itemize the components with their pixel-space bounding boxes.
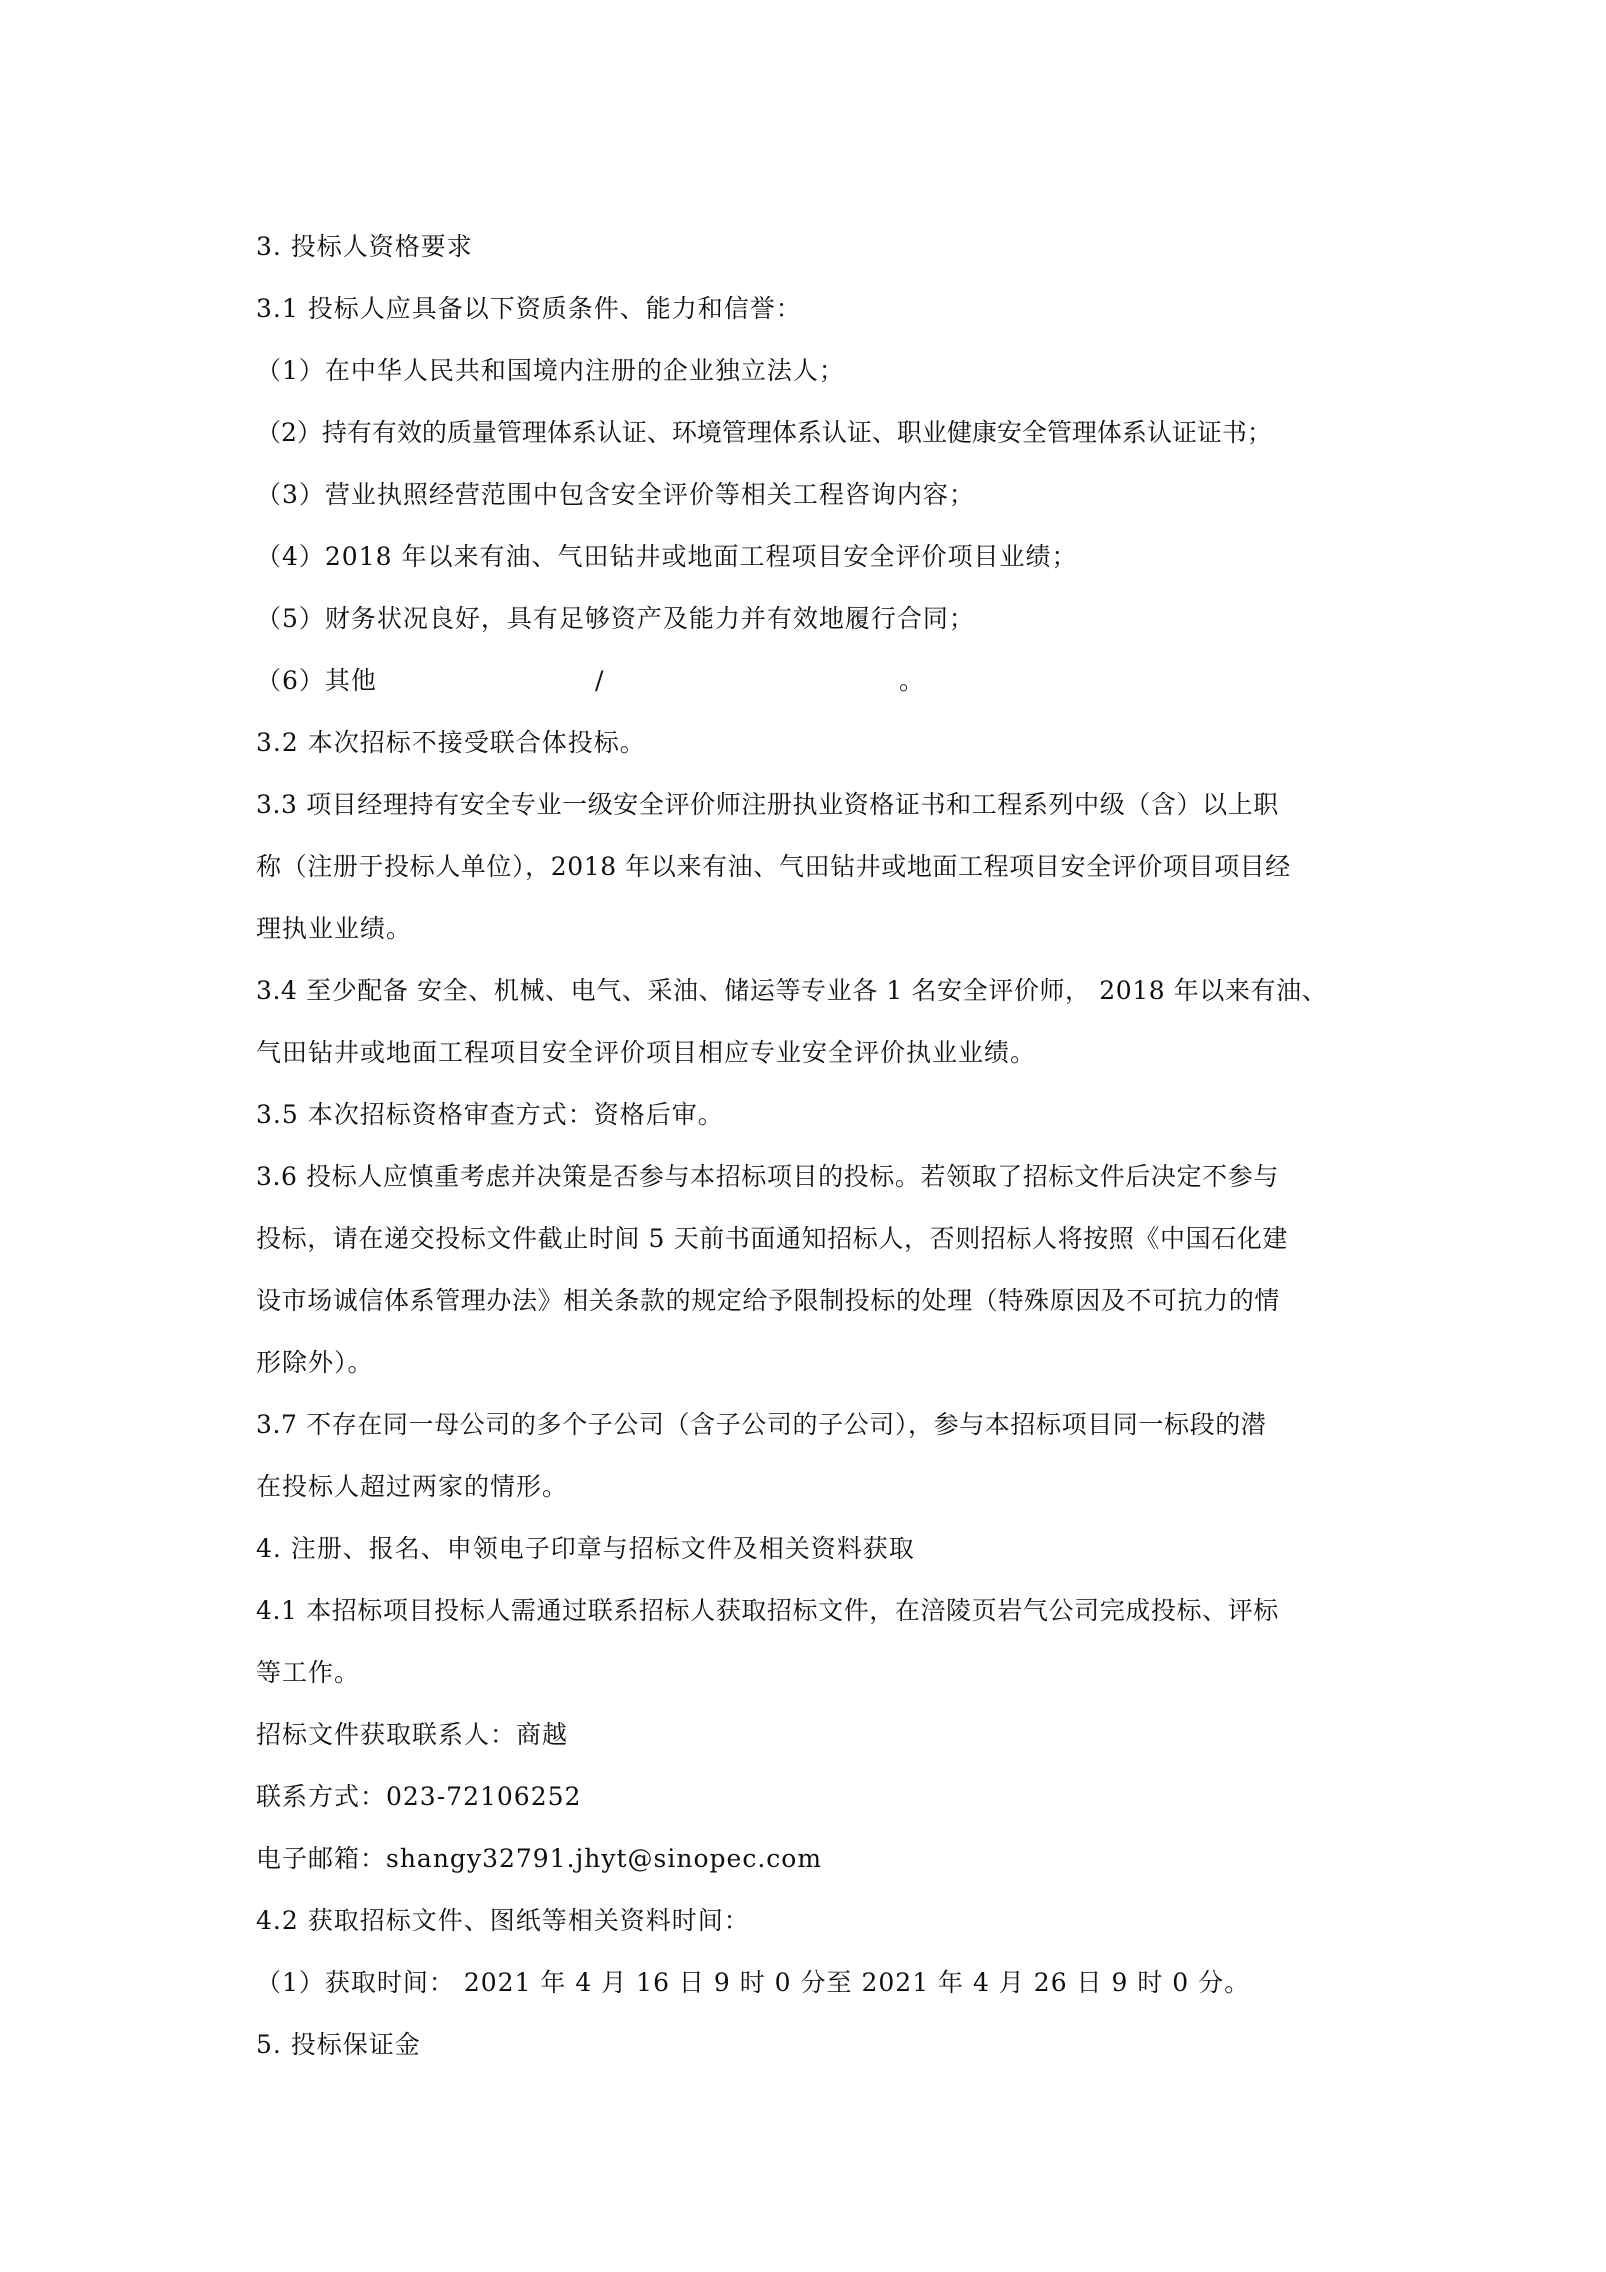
requirement-item-4: （4）2018 年以来有油、气田钻井或地面工程项目安全评价项目业绩； <box>256 542 1078 571</box>
contact-email: 电子邮箱：shangy32791.jhyt@sinopec.com <box>256 1844 823 1873</box>
section-3-7-line-2: 在投标人超过两家的情形。 <box>256 1472 569 1501</box>
section-3-5: 3.5 本次招标资格审查方式：资格后审。 <box>256 1100 724 1129</box>
section-3-4-line-2: 气田钻井或地面工程项目安全评价项目相应专业安全评价执业业绩。 <box>256 1038 1037 1067</box>
section-3-2: 3.2 本次招标不接受联合体投标。 <box>256 728 646 757</box>
section-3-heading: 3. 投标人资格要求 <box>256 232 473 261</box>
section-3-6-line-3: 设市场诚信体系管理办法》相关条款的规定给予限制投标的处理（特殊原因及不可抗力的情 <box>256 1286 1281 1315</box>
requirement-item-6-label: （6）其他 <box>256 666 377 695</box>
requirement-item-6-end: 。 <box>899 666 926 695</box>
section-3-6-line-1: 3.6 投标人应慎重考虑并决策是否参与本招标项目的投标。若领取了招标文件后决定不参与 <box>256 1162 1279 1191</box>
section-3-7-line-1: 3.7 不存在同一母公司的多个子公司（含子公司的子公司），参与本招标项目同一标段的潜 <box>256 1410 1267 1439</box>
requirement-item-6 <box>256 665 377 697</box>
section-3-4-line-1: 3.4 至少配备 安全、机械、电气、采油、储运等专业各 1 名安全评价师， 2018 年以来有油、 <box>256 976 1328 1005</box>
contact-phone: 联系方式：023-72106252 <box>256 1782 582 1811</box>
requirement-item-5: （5）财务状况良好，具有足够资产及能力并有效地履行合同； <box>256 604 975 633</box>
contact-person: 招标文件获取联系人：商越 <box>256 1720 569 1749</box>
section-4-2-item-1: （1）获取时间： 2021 年 4 月 16 日 9 时 0 分至 2021 年 4 月 26 日 9 时 0 分。 <box>256 1968 1251 1997</box>
requirement-item-1: （1）在中华人民共和国境内注册的企业独立法人； <box>256 356 845 385</box>
requirement-item-2: （2）持有有效的质量管理体系认证、环境管理体系认证、职业健康安全管理体系认证证书； <box>256 418 1272 447</box>
section-3-1: 3.1 投标人应具备以下资质条件、能力和信誉： <box>256 294 802 323</box>
section-4-1-line-2: 等工作。 <box>256 1658 361 1687</box>
section-3-6-line-4: 形除外）。 <box>256 1348 374 1377</box>
section-4-1-line-1: 4.1 本招标项目投标人需通过联系招标人获取招标文件，在涪陵页岩气公司完成投标、评标 <box>256 1596 1279 1625</box>
section-3-3-line-2: 称（注册于投标人单位），2018 年以来有油、气田钻井或地面工程项目安全评价项目项目经 <box>256 852 1291 881</box>
requirement-item-3: （3）营业执照经营范围中包含安全评价等相关工程咨询内容； <box>256 480 975 509</box>
section-3-6-line-2: 投标，请在递交投标文件截止时间 5 天前书面通知招标人，否则招标人将按照《中国石化建 <box>256 1224 1289 1253</box>
section-3-3-line-1: 3.3 项目经理持有安全专业一级安全评价师注册执业资格证书和工程系列中级（含）以上职 <box>256 790 1279 819</box>
requirement-item-6-value: / <box>595 666 605 695</box>
section-4-2: 4.2 获取招标文件、图纸等相关资料时间： <box>256 1906 750 1935</box>
section-5-heading: 5. 投标保证金 <box>256 2030 421 2059</box>
section-3-3-line-3: 理执业业绩。 <box>256 914 413 943</box>
section-4-heading: 4. 注册、报名、申领电子印章与招标文件及相关资料获取 <box>256 1534 915 1563</box>
